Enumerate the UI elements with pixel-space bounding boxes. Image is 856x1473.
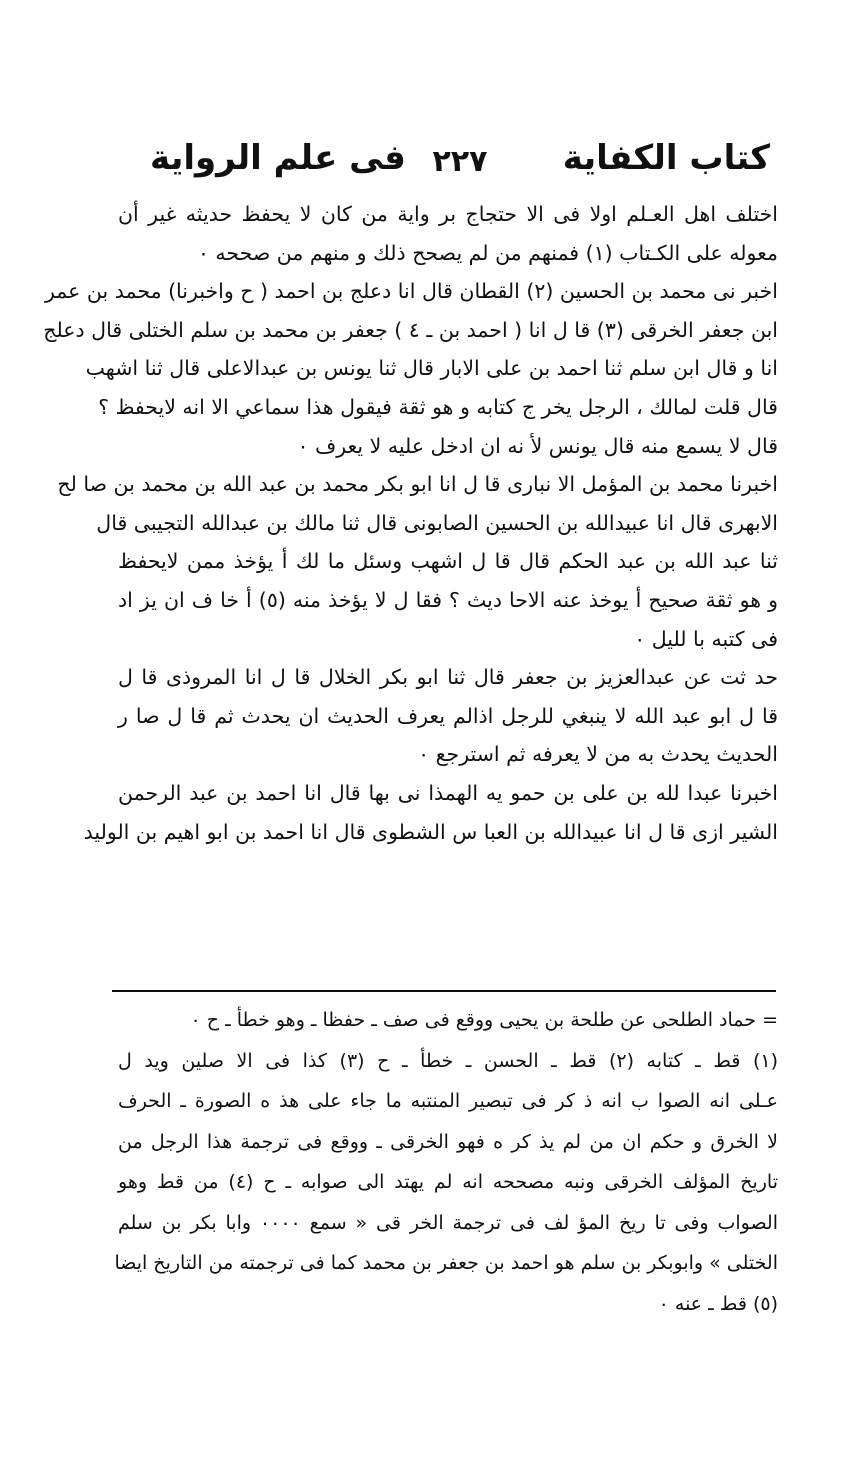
body-line: اخبر نى محمد بن الحسين (٢) القطان قال انا دعلج بن احمد ( ح واخبرنا) محمد بن عمر — [44, 279, 778, 304]
body-line: اختلف اهل العـلم اولا فى الا حتجاج بر واية من كان لا يحفظ حديثه غير أن — [118, 202, 778, 226]
footnote-line: الختلى » وابوبكر بن سلم هو احمد بن جعفر بن محمد كما فى ترجمته من التاريخ ايضا — [114, 1252, 778, 1274]
body-line: اخبرنا عبدا لله بن على بن حمو يه الهمذا نى بها قال انا احمد بن عبد الرحمن — [118, 780, 778, 805]
footnote-line: (١) قط ـ كتابه (٢) قط ـ الحسن ـ خطأ ـ ح (٣) كذا فى الا صلين ويد ل — [118, 1049, 779, 1072]
body-line: انا و قال ابن سلم ثنا احمد بن على الابار قال ثنا يونس بن عبدالاعلى قال ثنا اشهب — [85, 356, 778, 381]
footnote-line: (٥) قط ـ عنه ٠ — [658, 1292, 778, 1315]
body-line: اخبرنا محمد بن المؤمل الا نبارى قا ل انا ابو بكر محمد بن عبد الله بن محمد بن صا لح — [57, 472, 778, 497]
footnote-line: الصواب وفى تا ريخ المؤ لف فى ترجمة الخر قى « سمع ٠٠٠٠ وابا بكر بن سلم — [118, 1211, 778, 1234]
footnote-line: لا الخرق و حكم ان من لم يذ كر ه فهو الخرقى ـ ووقع فى ترجمة هذا الرجل من — [118, 1130, 778, 1153]
page-number: ٢٢٧ — [432, 144, 488, 179]
body-line: حد ثت عن عبدالعزيز بن جعفر قال ثنا ابو بكر الخلال قا ل انا المروذى قا ل — [118, 665, 778, 690]
body-line: معوله على الكـتاب (١) فمنهم من لم يصحح ذلك و منهم من صححه ٠ — [197, 240, 778, 265]
main-text — [43, 195, 778, 851]
footnote-line: = حماد الطلحى عن طلحة بن يحيى ووقع فى صف ـ حفظا ـ وهو خطأ ـ ح ٠ — [190, 1009, 778, 1031]
footnote-divider — [112, 990, 776, 992]
body-line: ابن جعفر الخرقى (٣) قا ل انا ( احمد بن ـ ٤ ) جعفر بن محمد بن سلم الختلى قال دعلج — [43, 317, 778, 342]
body-line: الابهرى قال انا عبيدالله بن الحسين الصابونى قال ثنا مالك بن عبدالله التجيبى قال — [96, 510, 778, 535]
body-line: قال قلت لمالك ، الرجل يخر ج كتابه و هو ثقة فيقول هذا سماعي الا انه لايحفظ ؟ — [98, 394, 778, 419]
body-line: فى كتبه با لليل ٠ — [634, 626, 778, 651]
footnote-line: تاريخ المؤلف الخرقى ونبه مصححه انه لم يهتد الى صوابه ـ ح (٤) من قط وهو — [118, 1171, 778, 1193]
body-line: الحديث يحدث به من لا يعرفه ثم استرجع ٠ — [418, 742, 778, 767]
book-title: كتاب الكفاية — [562, 138, 770, 178]
book-subtitle: فى علم الرواية — [150, 138, 406, 178]
body-line: ثنا عبد الله بن عبد الحكم قال قا ل اشهب وسئل ما لك أ يؤخذ ممن لايحفظ — [118, 549, 778, 574]
footnote-line: عـلى انه الصوا ب انه ذ كر فى تبصير المنتبه ما جاء على هذ ه الصورة ـ الحرف — [118, 1090, 778, 1112]
footnotes — [114, 1000, 779, 1324]
body-line: قا ل ابو عبد الله لا ينبغي للرجل اذالم يعرف الحديث ان يحدث ثم قا ل صا ر — [118, 703, 778, 728]
body-line: الشير ازى قا ل انا عبيدالله بن العبا س الشطوى قال انا احمد بن ابو اهيم بن الوليد — [83, 819, 778, 844]
body-line: قال لا يسمع منه قال يونس لأ نه ان ادخل عليه لا يعرف ٠ — [297, 433, 778, 458]
body-line: و هو ثقة صحيح أ يوخذ عنه الاحا ديث ؟ فقا ل لا يؤخذ منه (٥) أ خا ف ان يز اد — [118, 587, 778, 612]
page-header — [150, 138, 770, 190]
